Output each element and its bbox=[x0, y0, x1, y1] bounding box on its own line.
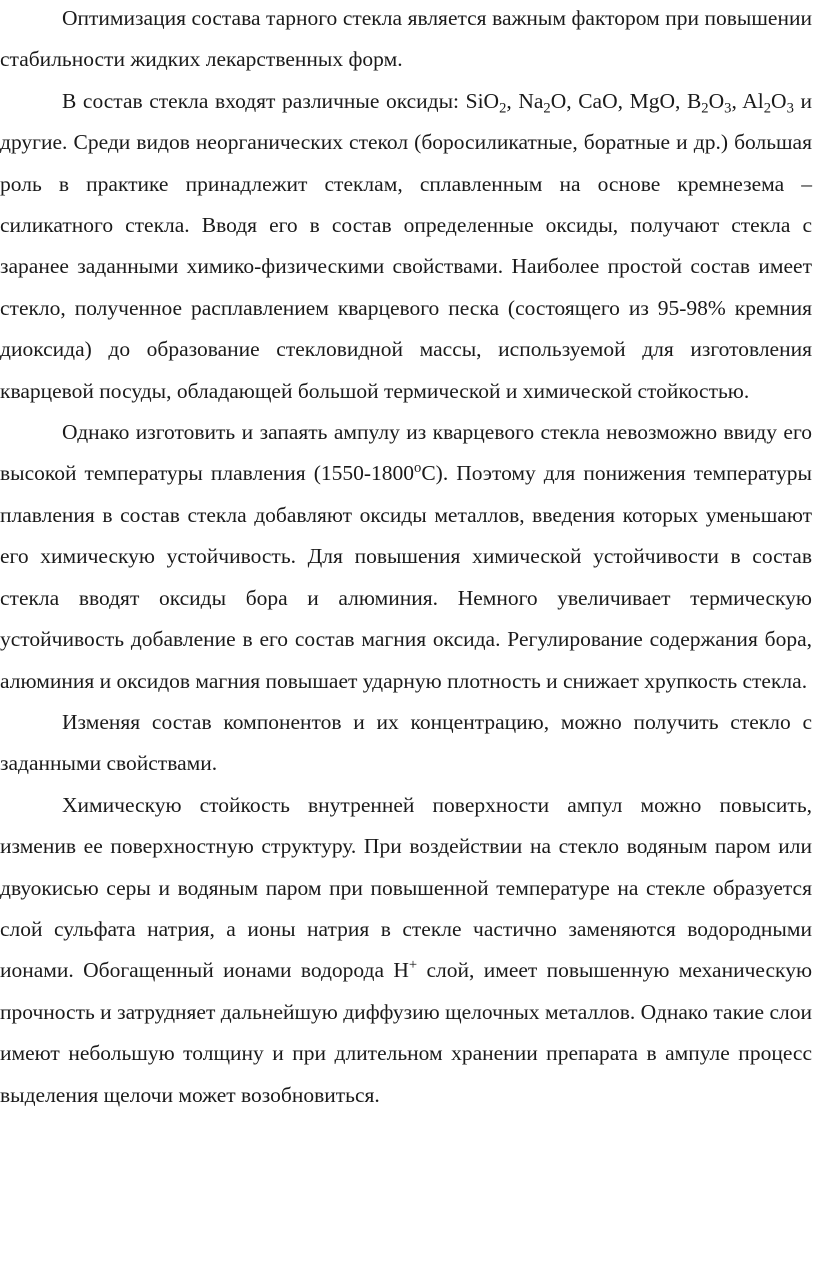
subscript: 2 bbox=[701, 100, 709, 117]
paragraph-5-rest: слой, имеет повышенную механическую прочность и затрудняет дальнейшую диффузию щелочных металлов. Однако такие слои имеют небольшую толщину и при длительном хранении препарата в ампуле процесс выделения щелочи может возобновиться. bbox=[0, 958, 813, 1107]
paragraph-4-text: Изменяя состав компонентов и их концентрацию, можно получить стекло с заданными свойствами. bbox=[0, 709, 812, 776]
paragraph-3-lead: Однако изготовить и запаять ампулу из кварцевого стекла невозможно ввиду его высокой температуры плавления (1550-1800 bbox=[0, 420, 812, 486]
paragraph-5 bbox=[0, 785, 812, 1116]
ion-superscript: + bbox=[408, 957, 418, 974]
paragraph-2-text: O, CaO, MgO, B bbox=[550, 88, 702, 113]
paragraph-2-text: , Na bbox=[506, 88, 544, 113]
paragraph-2 bbox=[0, 81, 812, 412]
paragraph-4 bbox=[0, 702, 812, 785]
paragraph-3-rest: С). Поэтому для понижения температуры плавления в состав стекла добавляют оксиды металлов, введения которых уменьшают его химическую устойчивость. Для повышения химической устойчивости в состав стекла вводят оксиды бора и алюминия. Немного увеличивает термическую устойчивость добавление в его состав магния оксида. Регулирование содержания бора, алюминия и оксидов магния повышает ударную плотность и снижает хрупкость стекла. bbox=[0, 461, 812, 693]
paragraph-5-lead: Химическую стойкость внутренней поверхности ампул можно повысить, изменив ее поверхностную структуру. При воздействии на стекло водяным паром или двуокисью серы и водяным паром при повышенной температуре на стекле образуется слой сульфата натрия, а ионы натрия в стекле частично заменяются водородными ионами. Обогащенный ионами водорода Н bbox=[0, 792, 812, 983]
paragraph-3 bbox=[0, 412, 812, 702]
subscript: 2 bbox=[499, 100, 507, 117]
paragraph-1 bbox=[0, 0, 812, 81]
subscript: 3 bbox=[724, 100, 732, 117]
paragraph-2-rest: и другие. Среди видов неорганических стекол (боросиликатные, боратные и др.) большая роль в практике принадлежит стеклам, сплавленным на основе кремнезема – силикатного стекла. Вводя его в состав определенные оксиды, получают стекла с заранее заданными химико-физическими свойствами. Наиболее простой состав имеет стекло, полученное расплавлением кварцевого песка (состоящего из 95-98% кремния диоксида) до образование стекловидной массы, используемой для изготовления кварцевой посуды, обладающей большой термической и химической стойкостью. bbox=[0, 88, 812, 403]
subscript: 2 bbox=[543, 100, 551, 117]
paragraph-2-text: , Al bbox=[731, 88, 764, 113]
paragraph-2-text: O bbox=[771, 88, 787, 113]
degree-superscript: о bbox=[414, 460, 422, 477]
subscript: 2 bbox=[763, 100, 772, 117]
paragraph-2-lead: В состав стекла входят различные оксиды: SiO bbox=[62, 88, 500, 113]
subscript: 3 bbox=[786, 100, 794, 117]
paragraph-2-text: O bbox=[708, 88, 725, 113]
paragraph-1-text: Оптимизация состава тарного стекла является важным фактором при повышении стабильности жидких лекарственных форм. bbox=[0, 6, 812, 72]
